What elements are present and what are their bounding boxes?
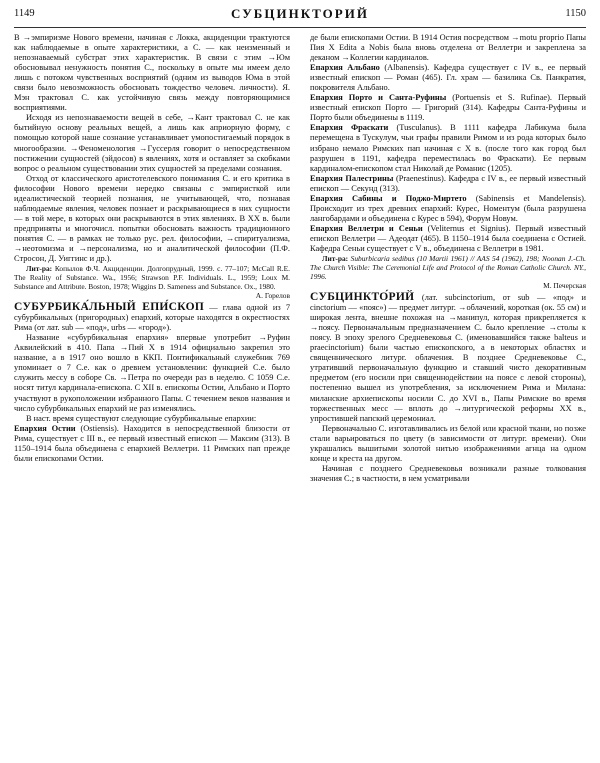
literature-label: Лит-ра: <box>26 264 53 274</box>
diocese-text: (Sabinensis et Mandelensis). Происходит из трех древних епархий: Курес, Номентум (была разрушена лангобардами и объединена с Курес в 594), Форум Новум. <box>310 193 586 223</box>
running-title: СУБЦИНКТОРИЙ <box>231 6 369 21</box>
diocese-entry <box>310 93 586 123</box>
diocese-name: Епархия Остии <box>14 423 76 433</box>
diocese-entry <box>310 174 586 194</box>
header-rule <box>14 27 586 28</box>
paragraph: В наст. время существуют следующие субурбикальные епархии: <box>26 413 257 423</box>
diocese-text: (Ostiensis). Находится в непосредственной близости от Рима, существует с III в., ее первый известный епископ — Максим (313). В 1150–1914 была объединена с епархией Веллетри. 11 Римских пап прежде были епископами Остии. <box>14 423 290 463</box>
diocese-text: (Portuensis et S. Rufinae). Первый известный епископ Порто — Григорий (314). Кафедры Санта-Руфины и Порто были объединены в 1119. <box>310 93 586 123</box>
diocese-name: Епархия Фраскати <box>310 123 389 133</box>
page-number-left: 1149 <box>14 8 35 19</box>
article-author: А. Горелов <box>255 291 290 301</box>
paragraph: де были епископами Остии. В 1914 Остия посредством →motu proprio Папы Пия X Edita a Nobis была вновь отделена от Веллетри и закреплена за деканом →Коллегии кардиналов. <box>310 33 586 63</box>
paragraph: В →эмпиризме Нового времени, начиная с Локка, акциденции трактуются как наблюдаемые в опыте характеристики, а С. — как неизменный и непознаваемый субстрат этих характеристик. В связи с этим →Юм обосновывал ненужность понятия С., поскольку в опыте мы имеем дело лишь с потоком чувственных восприятий (одним из выводов Юма в этой связи было невозможность обосновать тождество человеч. личности). Я. Мэн трактовал С. как устойчивую связь между повторяющимися восприятиями. <box>14 33 290 113</box>
diocese-entry <box>14 424 290 464</box>
literature-list <box>310 254 586 281</box>
diocese-text: (Veliternus et Signius). Первый известный епископ Веллетри — Адеодат (465). В 1150–1914 была соединена с Остией. Кафедра Сеньи существует с V в., объединена с Веллетри в 1981. <box>310 223 586 253</box>
paragraph: Исходя из непознаваемости вещей в себе, →Кант трактовал С. не как бытийную основу реальных вещей, а лишь как априорную форму, с помощью которой наше сознание устанавливает умопостигаемый порядок в многообразии. →Феноменология →Гуссерля говорит о непосредственном постижении сущностей (эйдосов) в явлениях, хотя и оставляет за скобками вопрос о реальном существовании этих сущностей за пределами сознания. <box>14 113 290 173</box>
paragraph: Первоначально С. изготавливались из белой или красной ткани, но позже стали варьироваться по цвету (в зависимости от литург. времени). Они украшались вышитыми золотой нитью изображениями агнца на одном конце и креста на другом. <box>310 423 586 463</box>
entry-lead <box>310 292 586 424</box>
diocese-text: (Albanensis). Кафедра существует с IV в., ее первый известный епископ — Роман (465). Гл. храм — базилика Св. Панкратия, покровителя Альбано. <box>310 63 586 93</box>
entry-title: СУБУРБИКА́ЛЬНЫЙ ЕПИ́СКОП <box>14 301 205 314</box>
article-author: М. Печерская <box>543 281 586 291</box>
diocese-entry <box>310 123 586 173</box>
diocese-text: (Tusculanus). В 1111 кафедра Лабикума была перемещена в Тускулум, чьи графы правили Римом и из рода которых было избрано немало Римских пап начиная с X в. (после того как город был разрушен в 1191, кафедра переместилась во Фраскати). Ее первым кардиналом-епископом стал Николай де Романис (1205). <box>310 123 586 173</box>
literature-list <box>14 264 290 291</box>
diocese-entry <box>310 224 586 254</box>
diocese-text: (Praenestinus). Кафедра с IV в., ее первый известный епископ — Секунд (313). <box>310 173 586 193</box>
left-column <box>14 33 290 757</box>
diocese-name: Епархия Палестрины <box>310 173 394 183</box>
literature-text: Копылов Ф.Ч. Акциденции. Долгопрудный, 1999. с. 77–107; McCall R.E. The Reality of Substance. Wa., 1956; Strawson P.F. Individuals. L., 1959; Loux M. Substance and Attribute. Boston, 1978; Wiggins D. Sameness and Substance. Ox., 1980. <box>14 264 290 292</box>
entry-lead <box>14 302 290 333</box>
entry-intro: — глава одной из 7 субурбикальных (пригородных) епархий, которые находятся в окрестностях Рима (от лат. sub — «под», urbs — «город»). <box>14 303 290 333</box>
entry-title: СУБЦИНКТО́РИЙ <box>310 291 415 304</box>
diocese-name: Епархия Сабины и Поджо-Миртето <box>310 193 467 203</box>
paragraph: Отход от классического аристотелевского понимания С. и его критика в философии Нового времени нередко связаны с эмпиристкой или идеалистической теорией познания, не учитывающей, что, познавая наблюдаемые явления, человек познает и раскрывающиеся в них сущности — в той мере, в которых они раскрываются в этих явлениях. В XX в. были предприняты и многочисл. попытки обосновать важность традиционного понятия С. — в рамках не только рус. рел. философии, →спиритуализма, →неотомизма и →персонализма, но и аналитической философии (П.Ф. Стросон, Д. Уиггинс и др.). <box>14 173 290 264</box>
diocese-name: Епархия Альбано <box>310 63 380 73</box>
right-column <box>310 33 586 757</box>
diocese-entry <box>310 63 586 93</box>
diocese-name: Епархия Порто и Санта-Руфины <box>310 93 447 103</box>
diocese-name: Епархия Веллетри и Сеньи <box>310 223 423 233</box>
page-header <box>14 6 586 26</box>
entry-intro: (лат. subcinctorium, от sub — «под» и cinctorium — «пояс») — предмет литург. →облачений, короткая (ок. 55 см) и широкая лента, внешне похожая на →манипул, которая прикрепляется к →поясу. Первоначальным предназначением С. было крепление →столы к поясу. В эпоху зрелого Средневековья С. (именовавшийся также balteus и praecinctorium) были частью епископского, а в некоторых областях и священнического литург. облачения. В позднее Средневековье С., утративший первоначальную функцию и ставший чисто декоративным предметом (его носили при священнодействии на поясе с левой стороны), постепенно вышел из употребления, за исключением Рима и Милана: миланские архиепископы носили С. до XVI в., Папы Римские во время торжественных месс — вплоть до →литургической реформы XX в., упростившей папский церемониал. <box>310 293 586 423</box>
paragraph: Название «субурбикальная епархия» впервые употребит →Руфин Аквилейский в 410. Папа →Пий X в 1914 официально закрепил это название, а в 1917 оно вошло в ККП. Понтификальный служебник 769 упоминает о 7 С.е. как о древнем установлении: функцией С.е. было служить мессу в соборе Св. →Петра по очереди раз в неделю. С 1059 С.е. носят титул кардинала-епископа. С XII в. епископы Остии, Альбано и Порто участвуют в рукоположении избранного Папы. С течением веков названия и число субурбикальных епархий не раз изменялись. <box>14 333 290 413</box>
page-number-right: 1150 <box>565 8 586 19</box>
literature-text: Suburbicaria sedibus (10 Martii 1961) // AAS 54 (1962), 198; Noonan J.-Ch. The Church Visible: The Ceremonial Life and Protocol of the Roman Catholic Church. NY., 1996. <box>310 254 586 282</box>
paragraph: Начиная с позднего Средневековья возникали разные толкования значения С.; в частности, в нем усматривали <box>310 463 586 483</box>
literature-label: Лит-ра: <box>322 254 349 264</box>
diocese-entry <box>310 194 586 224</box>
